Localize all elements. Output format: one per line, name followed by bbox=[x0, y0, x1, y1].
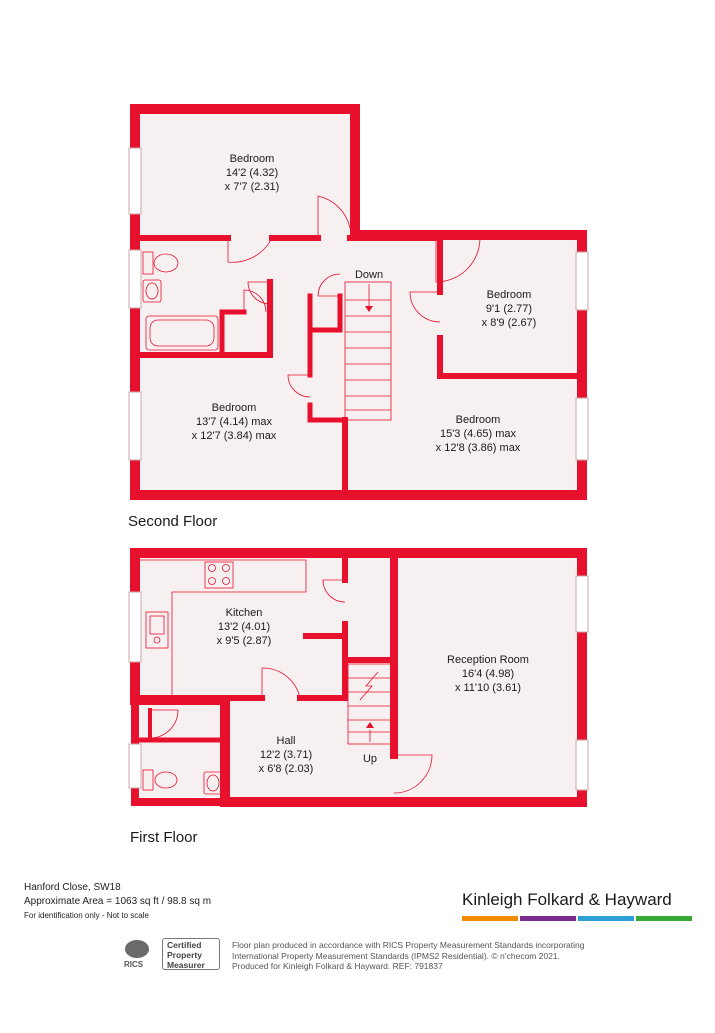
disclaimer bbox=[232, 940, 612, 972]
brand-bar-blue bbox=[578, 916, 634, 921]
room-dimension: 14'2 (4.32) bbox=[225, 167, 279, 179]
room-dimension: x 6'8 (2.03) bbox=[258, 763, 314, 775]
floor-title: Second Floor bbox=[128, 513, 218, 530]
room-dimension: x 12'8 (3.86) max bbox=[435, 442, 521, 454]
room-dimension: x 11'10 (3.61) bbox=[454, 682, 522, 694]
disclaimer-line: Produced for Kinleigh Folkard & Hayward. REF: 791837 bbox=[232, 961, 443, 971]
badge-line: Property bbox=[167, 950, 202, 960]
room-name: Bedroom bbox=[455, 414, 501, 426]
room-dimension: x 8'9 (2.67) bbox=[481, 317, 537, 329]
room-dimension: 13'2 (4.01) bbox=[217, 621, 271, 633]
floor-title: First Floor bbox=[130, 829, 198, 846]
disclaimer-line: Floor plan produced in accordance with RICS Property Measurement Standards incorporating bbox=[232, 940, 585, 950]
first-floor-plan bbox=[129, 553, 588, 846]
room-name: Bedroom bbox=[211, 402, 257, 414]
brand-bar-orange bbox=[462, 916, 518, 921]
second-floor-plan bbox=[128, 109, 588, 530]
room-dimension: 9'1 (2.77) bbox=[485, 303, 533, 315]
room-dimension: 16'4 (4.98) bbox=[461, 668, 515, 680]
room-dimension: x 7'7 (2.31) bbox=[224, 181, 280, 193]
brand-bar-purple bbox=[520, 916, 576, 921]
room-dimension: 15'3 (4.65) max bbox=[439, 428, 517, 440]
stairs-label: Up bbox=[362, 753, 378, 765]
rics-org: RICS bbox=[124, 960, 144, 969]
brand-bar-green bbox=[636, 916, 692, 921]
rics-certification bbox=[122, 938, 218, 972]
room-name: Hall bbox=[276, 735, 296, 747]
room-name: Bedroom bbox=[486, 289, 532, 301]
room-dimension: x 12'7 (3.84) max bbox=[191, 430, 277, 442]
certified-badge bbox=[162, 938, 220, 970]
property-area: Approximate Area = 1063 sq ft / 98.8 sq m bbox=[24, 896, 212, 907]
property-address: Hanford Close, SW18 bbox=[24, 882, 121, 893]
room-dimension: 12'2 (3.71) bbox=[259, 749, 313, 761]
rics-logo-icon bbox=[122, 938, 154, 972]
room-dimension: x 9'5 (2.87) bbox=[216, 635, 272, 647]
scale-note: For identification only - Not to scale bbox=[24, 911, 149, 920]
badge-line: Measurer bbox=[167, 960, 205, 970]
agent-name: Kinleigh Folkard & Hayward bbox=[462, 890, 672, 909]
room-name: Kitchen bbox=[225, 607, 263, 619]
stairs-label: Down bbox=[354, 269, 384, 281]
disclaimer-line: International Property Measurement Standards (IPMS2 Residential). © n’checom 2021. bbox=[232, 950, 561, 961]
room-dimension: 13'7 (4.14) max bbox=[195, 416, 273, 428]
badge-line: Certified bbox=[167, 940, 202, 950]
room-name: Reception Room bbox=[447, 654, 529, 666]
room-name: Bedroom bbox=[229, 153, 275, 165]
